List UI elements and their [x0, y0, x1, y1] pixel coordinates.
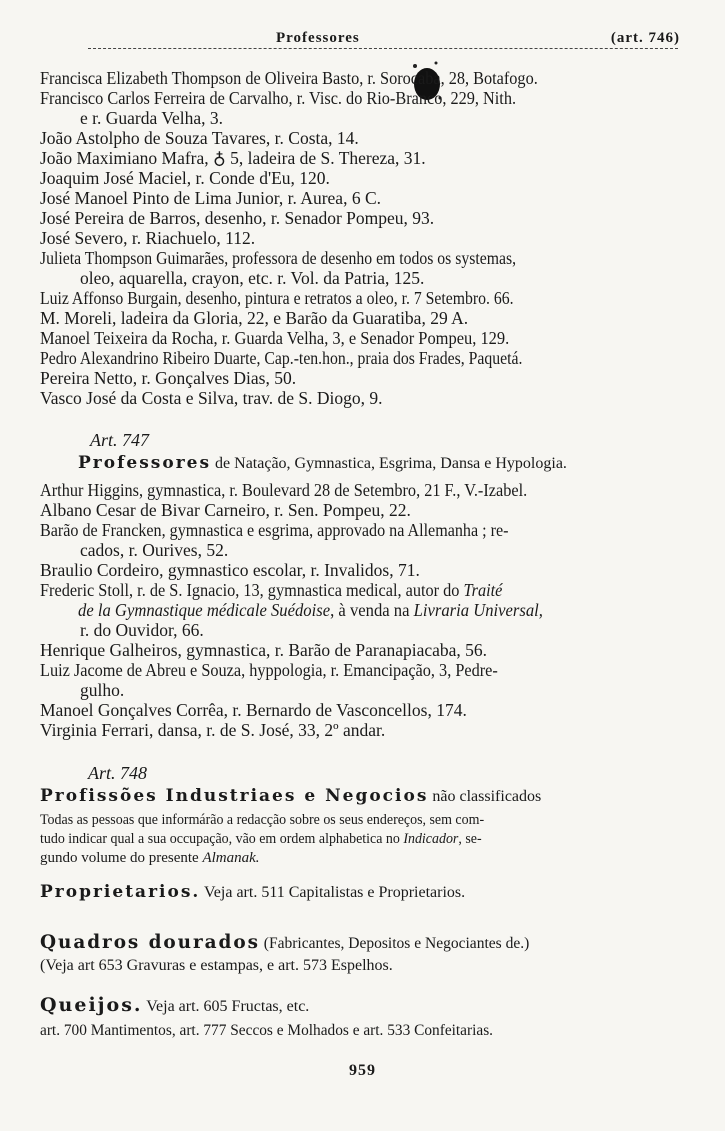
list-item: Virginia Ferrari, dansa, r. de S. José, 33, 2º andar. [40, 720, 386, 740]
list-item: Vasco José da Costa e Silva, trav. de S. Diogo, 9. [40, 388, 383, 408]
art748-indicador: Indicador [403, 831, 459, 847]
header-title: Professores [276, 30, 360, 46]
list-item-stoll [40, 580, 640, 600]
list-item: oleo, aquarella, crayon, etc. r. Vol. da Patria, 125. [80, 268, 425, 288]
list-item: M. Moreli, ladeira da Gloria, 22, e Barão da Guaratiba, 29 A. [40, 308, 469, 328]
art747-heading-line [40, 453, 685, 474]
art748-label: Art. 748 [88, 763, 148, 783]
art747-heading: Professores [78, 453, 212, 473]
queijos-heading: Queijos. [40, 994, 143, 1016]
queijos-line [40, 995, 685, 1017]
art748-para-3a: gundo volume do presente [40, 850, 203, 866]
art747-section [40, 430, 685, 740]
art748-para-1: Todas as pessoas que informárão a redacção sobre os seus endereços, sem com- [40, 812, 485, 828]
list-item: João Astolpho de Souza Tavares, r. Costa, 14. [40, 128, 359, 148]
quadros-line [40, 932, 666, 954]
queijos-line-2: art. 700 Mantimentos, art. 777 Seccos e Molhados e art. 533 Confeitarias. [40, 1022, 494, 1039]
list-item: e r. Guarda Velha, 3. [80, 108, 224, 128]
list-item: Julieta Thompson Guimarães, professora de desenho em todos os systemas, [40, 248, 517, 268]
art747-heading-rest: de Natação, Gymnastica, Esgrima, Dansa e Hypologia. [211, 455, 567, 472]
art748-para-2 [40, 830, 640, 849]
quadros-heading: Quadros dourados [40, 931, 260, 953]
art748-almanak: Almanak. [202, 850, 260, 866]
header-art-ref: (art. 746) [610, 30, 680, 46]
list-item: José Severo, r. Riachuelo, 112. [40, 228, 256, 248]
list-item: José Manoel Pinto de Lima Junior, r. Aurea, 6 C. [40, 188, 381, 208]
list-item: João Maximiano Mafra, ♁ 5, ladeira de S. Thereza, 31. [40, 148, 426, 168]
list-item: cados, r. Ourives, 52. [80, 540, 229, 560]
art748-heading-line [40, 786, 685, 807]
stoll-book: de la Gymnastique médicale Suédoise [78, 600, 331, 620]
list-item: Francisco Carlos Ferreira de Carvalho, r. Visc. do Rio-Branco, 229, Nith. [40, 88, 517, 108]
list-item: Henrique Galheiros, gymnastica, r. Barão de Paranapiacaba, 56. [40, 640, 488, 660]
art748-heading-rest: não classificados [428, 788, 542, 805]
header-rule [88, 48, 678, 49]
proprietarios-line [40, 882, 685, 903]
art748-section [40, 763, 685, 868]
art748-heading: Profissões Industriaes e Negocios [40, 786, 429, 806]
running-header [40, 30, 680, 50]
stoll-mid: , à venda na [330, 600, 414, 620]
art746-list [40, 68, 685, 408]
stoll-text: Frederic Stoll, r. de S. Ignacio, 13, gymnastica medical, autor do [40, 580, 460, 600]
list-item: Pedro Alexandrino Ribeiro Duarte, Cap.-ten.hon., praia dos Frades, Paquetá. [40, 348, 523, 368]
list-item: Joaquim José Maciel, r. Conde d'Eu, 120. [40, 168, 330, 188]
list-item: Manoel Gonçalves Corrêa, r. Bernardo de Vasconcellos, 174. [40, 700, 467, 720]
list-item: Barão de Francken, gymnastica e esgrima, approvado na Allemanha ; re- [40, 520, 509, 540]
list-item: Manoel Teixeira da Rocha, r. Guarda Velha, 3, e Senador Pompeu, 129. [40, 328, 510, 348]
queijos-section [40, 995, 685, 1041]
quadros-rest: (Fabricantes, Depositos e Negociantes de.) [259, 935, 530, 952]
list-item: José Pereira de Barros, desenho, r. Senador Pompeu, 93. [40, 208, 435, 228]
list-item: Pereira Netto, r. Gonçalves Dias, 50. [40, 368, 297, 388]
proprietarios-section [40, 882, 685, 903]
list-item: Francisca Elizabeth Thompson de Oliveira Basto, r. Sorocaba, 28, Botafogo. [40, 68, 538, 88]
art748-para-3 [40, 849, 685, 868]
list-item-stoll-2 [40, 600, 653, 620]
list-item: Braulio Cordeiro, gymnastico escolar, r. Invalidos, 71. [40, 560, 420, 580]
stoll-title: Traité [463, 580, 503, 600]
list-item: Luiz Jacome de Abreu e Souza, hyppologia, r. Emancipação, 3, Pedre- [40, 660, 498, 680]
list-item: Albano Cesar de Bivar Carneiro, r. Sen. Pompeu, 22. [40, 500, 411, 520]
art747-label: Art. 747 [90, 430, 150, 450]
list-item: Luiz Affonso Burgain, desenho, pintura e retratos a oleo, r. 7 Setembro. 66. [40, 288, 514, 308]
list-item: Arthur Higgins, gymnastica, r. Boulevard 28 de Setembro, 21 F., V.-Izabel. [40, 480, 528, 500]
list-item: gulho. [80, 680, 125, 700]
quadros-line-2: (Veja art 653 Gravuras e estampas, e art. 573 Espelhos. [40, 957, 393, 974]
page-number: 959 [349, 1062, 376, 1079]
art748-para-2a: tudo indicar qual a sua occupação, vão em ordem alphabetica no [40, 831, 404, 847]
queijos-rest: Veja art. 605 Fructas, etc. [142, 998, 310, 1015]
proprietarios-rest: Veja art. 511 Capitalistas e Proprietarios. [200, 884, 466, 901]
quadros-section [40, 932, 685, 976]
stoll-shop: Livraria Universal, [413, 600, 543, 620]
art748-para-2c: , se- [458, 831, 482, 847]
proprietarios-heading: Proprietarios. [40, 882, 201, 902]
list-item: r. do Ouvidor, 66. [80, 620, 204, 640]
